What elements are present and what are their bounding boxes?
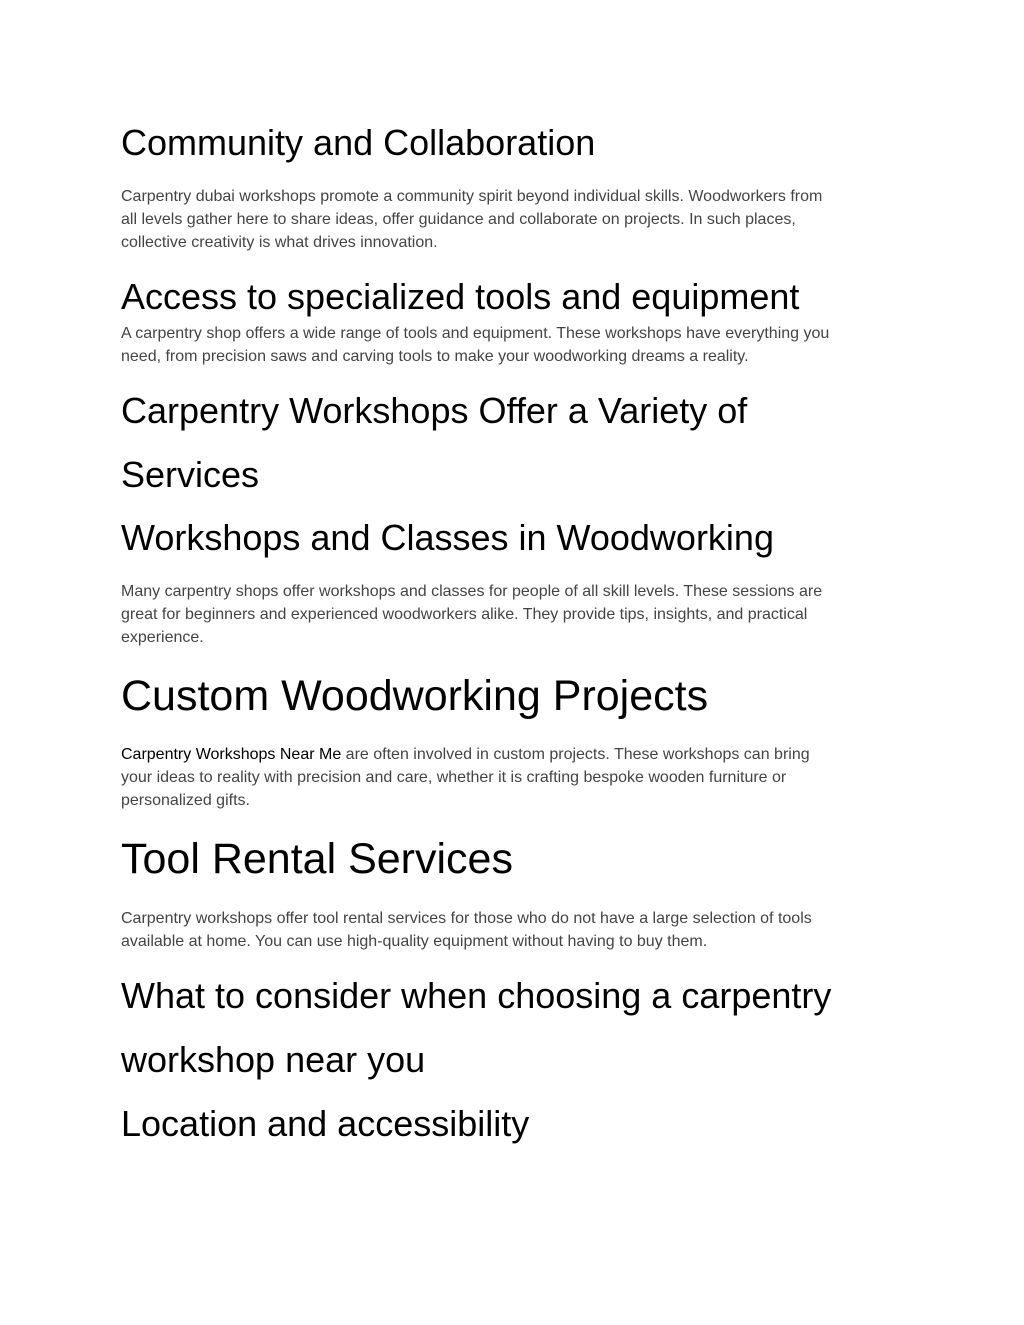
heading-custom: Custom Woodworking Projects	[121, 672, 709, 720]
heading-rental: Tool Rental Services	[121, 835, 513, 883]
heading-community: Community and Collaboration	[121, 122, 596, 163]
paragraph-line: personalized gifts.	[121, 792, 250, 809]
paragraph-community	[121, 185, 822, 254]
heading-consider-line-1: What to consider when choosing a carpentry	[121, 975, 832, 1016]
paragraph-rental	[121, 907, 812, 953]
paragraph-line: A carpentry shop offers a wide range of tools and equipment. These workshops have everything you	[121, 325, 830, 342]
paragraph-line: great for beginners and experienced woodworkers alike. They provide tips, insights, and practical	[121, 606, 808, 623]
paragraph-line: Many carpentry shops offer workshops and classes for people of all skill levels. These sessions are	[121, 583, 823, 600]
carpentry-workshops-link[interactable]: Carpentry Workshops Near Me	[121, 746, 342, 763]
paragraph-classes	[121, 580, 822, 649]
paragraph-line: available at home. You can use high-quality equipment without having to buy them.	[121, 933, 708, 950]
heading-services-line-1: Carpentry Workshops Offer a Variety of	[121, 390, 748, 431]
paragraph-line: need, from precision saws and carving tools to make your woodworking dreams a reality.	[121, 348, 749, 365]
heading-classes: Workshops and Classes in Woodworking	[121, 517, 774, 558]
paragraph-line: Carpentry dubai workshops promote a community spirit beyond individual skills. Woodworkers from	[121, 188, 823, 205]
heading-location: Location and accessibility	[121, 1103, 530, 1144]
paragraph-line: collective creativity is what drives innovation.	[121, 234, 438, 251]
paragraph-tools	[121, 322, 829, 368]
heading-consider-line-2: workshop near you	[121, 1039, 426, 1080]
paragraph-line: your ideas to reality with precision and care, whether it is crafting bespoke wooden furniture or	[121, 769, 787, 786]
paragraph-custom	[121, 743, 810, 812]
heading-services-line-2: Services	[121, 454, 260, 495]
paragraph-line: Carpentry workshops offer tool rental services for those who do not have a large selection of tools	[121, 910, 812, 927]
heading-tools: Access to specialized tools and equipment	[121, 276, 800, 317]
paragraph-line: all levels gather here to share ideas, offer guidance and collaborate on projects. In such places,	[121, 211, 796, 228]
paragraph-line	[121, 743, 810, 766]
paragraph-text: are often involved in custom projects. These workshops can bring	[341, 746, 810, 763]
paragraph-line: experience.	[121, 629, 204, 646]
